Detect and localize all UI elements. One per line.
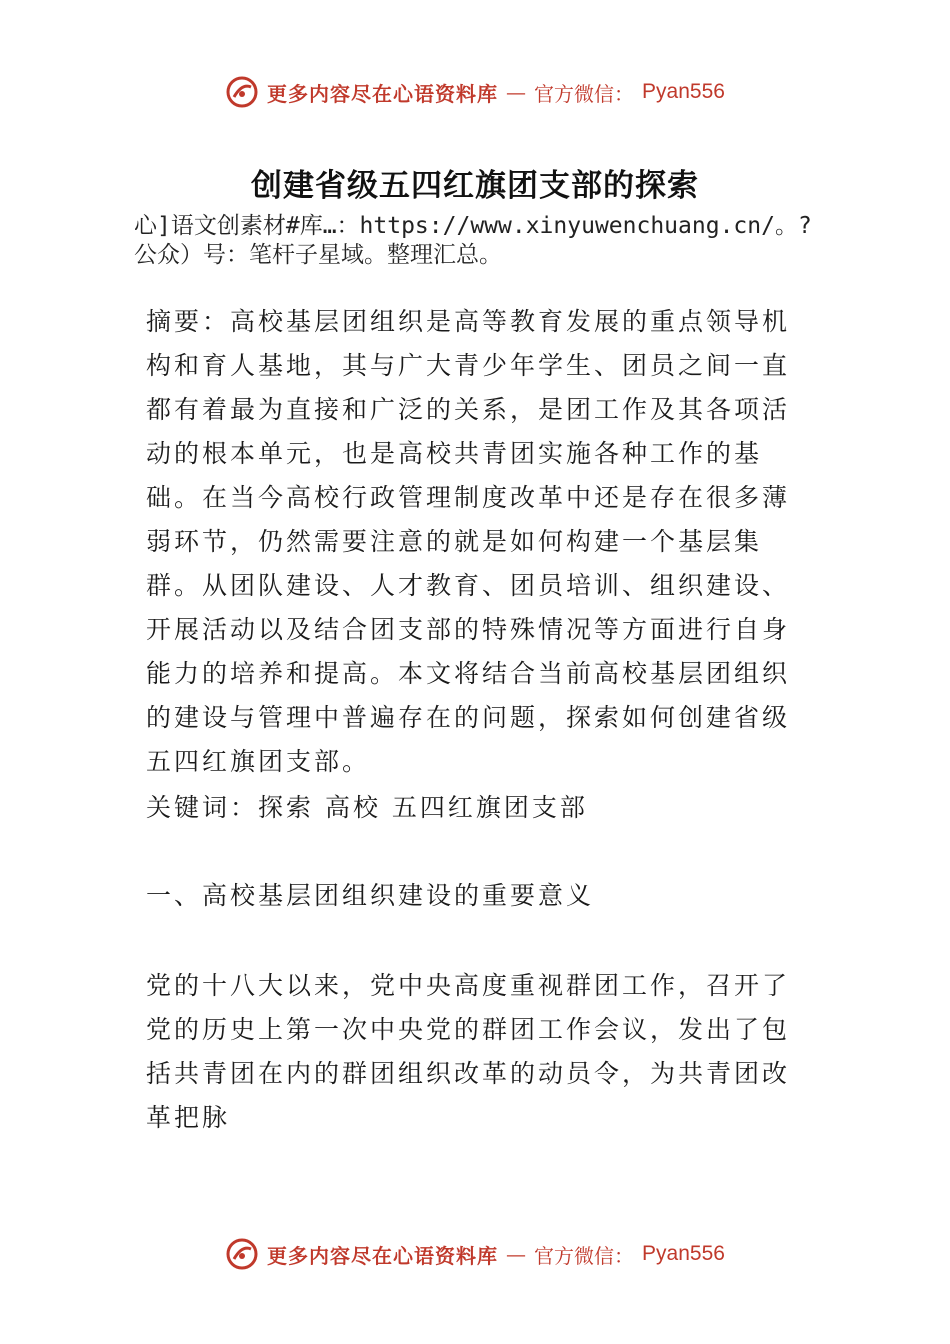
banner-separator: — xyxy=(506,80,527,104)
banner-text: 更多内容尽在心语资料库 xyxy=(267,1243,499,1268)
banner-wechat-id: Pyan556 xyxy=(642,80,725,103)
logo-icon xyxy=(225,1237,259,1271)
banner-separator: — xyxy=(506,1242,527,1266)
body-paragraph: 党的十八大以来，党中央高度重视群团工作，召开了党的历史上第一次中央党的群团工作会议，发出了包括共青团在内的群团组织改革的动员令，为共青团改革把脉 xyxy=(146,971,791,1132)
abstract-paragraph: 摘要：高校基层团组织是高等教育发展的重点领导机构和育人基地，其与广大青少年学生、团员之间一直都有着最为直接和广泛的关系，是团工作及其各项活动的根本单元，也是高校共青团实施各种工作的基础。在当今高校行政管理制度改革中还是存在很多薄弱环节，仍然需要注意的就是如何构建一个基层集群。从团队建设、人才教育、团员培训、组织建设、开展活动以及结合团支部的特殊情况等方面进行自身能力的培养和提高。本文将结合当前高校基层团组织的建设与管理中普遍存在的问题，探索如何创建省级五四红旗团支部。 xyxy=(146,307,791,776)
header-banner xyxy=(0,70,950,114)
source-note: 心]语文创素材#库…：https://www.xinyuwenchuang.cn/。?公众）号：笔杆子星域。整理汇总。 xyxy=(134,213,812,268)
banner-wechat-id: Pyan556 xyxy=(642,1242,725,1265)
banner-wechat-label: 官方微信： xyxy=(534,81,635,106)
section-heading: 一、高校基层团组织建设的重要意义 xyxy=(146,881,595,910)
banner-wechat-label: 官方微信： xyxy=(534,1243,635,1268)
document-title: 创建省级五四红旗团支部的探索 xyxy=(251,168,699,204)
footer-banner xyxy=(0,1232,950,1276)
banner-text: 更多内容尽在心语资料库 xyxy=(267,81,499,106)
keywords-line: 关键词：探索 高校 五四红旗团支部 xyxy=(146,793,588,822)
logo-icon xyxy=(225,75,259,109)
